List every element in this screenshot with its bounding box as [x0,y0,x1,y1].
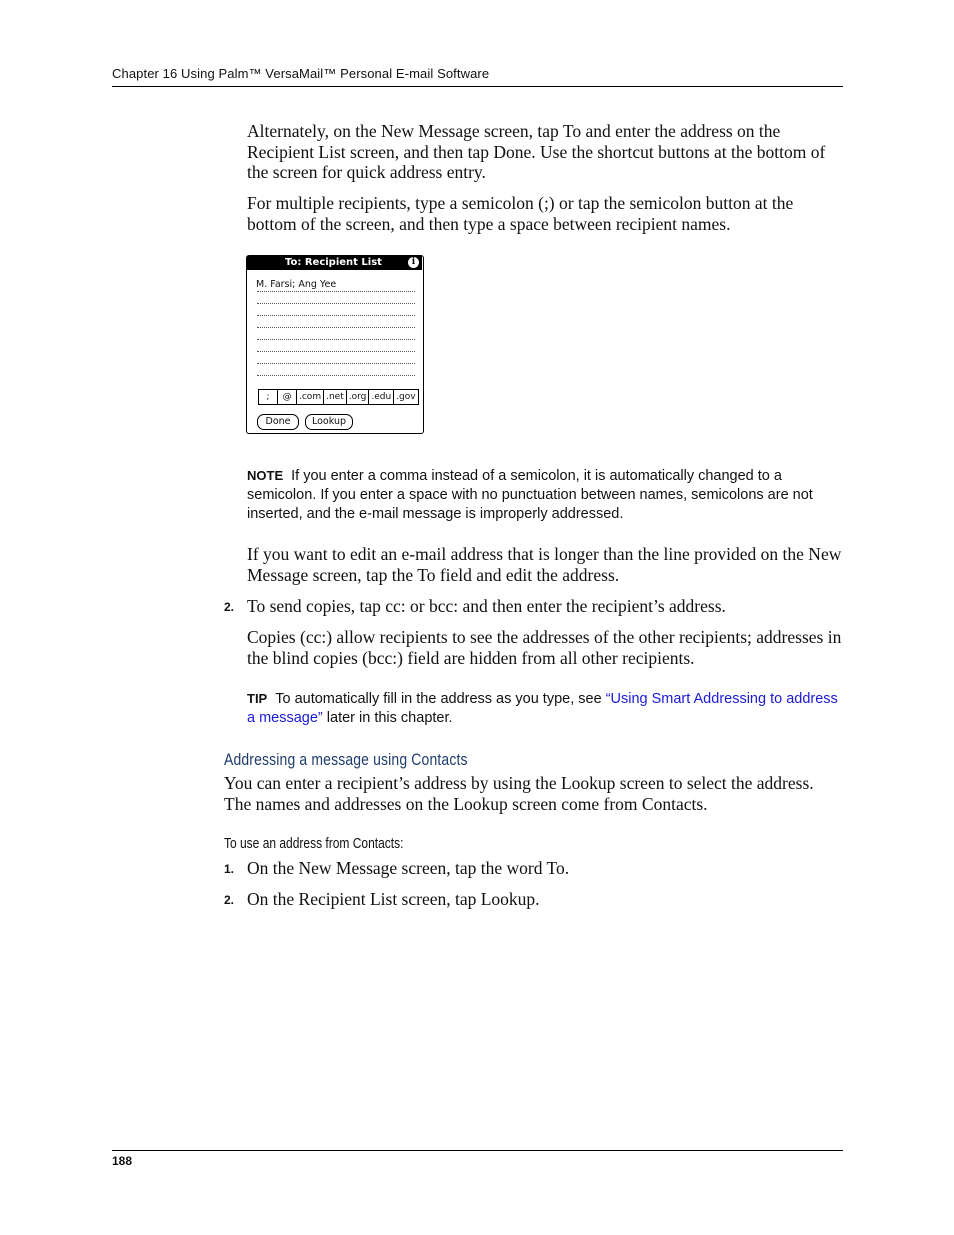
step-text: On the New Message screen, tap the word To. [247,858,570,878]
shortcut-bar [258,389,419,405]
field-line [257,351,415,352]
info-icon[interactable]: i [408,257,419,268]
note-text: If you enter a comma instead of a semicolon, it is automatically changed to a semicolon. If you enter a space with no punctuation between names, semicolons are not inserted, and the e-mail message is improperly addressed. [247,468,813,523]
tip-label: TIP [247,691,268,706]
recipient-field-value[interactable]: M. Farsi; Ang Yee [256,279,337,290]
lookup-button[interactable]: Lookup [305,414,353,430]
paragraph-edit-address: If you want to edit an e-mail address that is longer than the line provided on the New Message screen, tap the To field and edit the address. [247,544,842,585]
step-number: 1. [224,862,235,876]
procedure-heading: To use an address from Contacts: [224,835,404,852]
palm-title: To: Recipient List [285,257,382,268]
smart-addressing-link[interactable]: “Using Smart Addressing to address a message” [247,691,838,727]
paragraph-multiple-recipients: For multiple recipients, type a semicolon (;) or tap the semicolon button at the bottom of the screen, and then type a space between recipient names. [247,193,794,234]
field-line [257,327,415,328]
palm-title-bar [247,256,422,270]
paragraph-copies: Copies (cc:) allow recipients to see the addresses of the other recipients; addresses in the blind copies (bcc:) field are hidden from all other recipients. [247,627,842,668]
tip-block [247,689,843,728]
com-shortcut-button[interactable]: .com [297,390,324,404]
edu-shortcut-button[interactable]: .edu [369,390,394,404]
recipient-list-screenshot [246,255,424,434]
field-line [257,339,415,340]
page-number: 188 [112,1154,133,1168]
paragraph-alternately: Alternately, on the New Message screen, tap To and enter the address on the Recipient List screen, and then tap Done. Use the shortcut buttons at the bottom of the screen for quick address entry. [247,121,826,182]
tip-text-after: later in this chapter. [322,710,453,727]
field-line [257,303,415,304]
net-shortcut-button[interactable]: .net [324,390,347,404]
step-number: 2. [224,600,235,614]
step-number: 2. [224,893,235,907]
paragraph-lookup: You can enter a recipient’s address by using the Lookup screen to select the address. The names and addresses on the Lookup screen come from Contacts. [224,773,814,814]
footer-rule [112,1150,843,1151]
gov-shortcut-button[interactable]: .gov [396,392,416,402]
org-shortcut-button[interactable]: .org [347,390,370,404]
field-line [257,363,415,364]
step-text: To send copies, tap cc: or bcc: and then enter the recipient’s address. [247,596,726,616]
done-button[interactable]: Done [257,414,299,430]
note-block [247,466,843,525]
note-label: NOTE [247,468,284,483]
tip-text-before: To automatically fill in the address as you type, see [275,691,606,707]
field-line [257,291,415,292]
field-line [257,375,415,376]
step-text: On the Recipient List screen, tap Lookup. [247,889,540,909]
at-shortcut-button[interactable]: @ [278,390,297,404]
header-rule [112,86,843,87]
semicolon-shortcut-button[interactable]: ; [259,390,278,404]
running-head: Chapter 16 Using Palm™ VersaMail™ Personal E-mail Software [112,66,490,81]
field-line [257,315,415,316]
section-heading: Addressing a message using Contacts [224,750,468,769]
